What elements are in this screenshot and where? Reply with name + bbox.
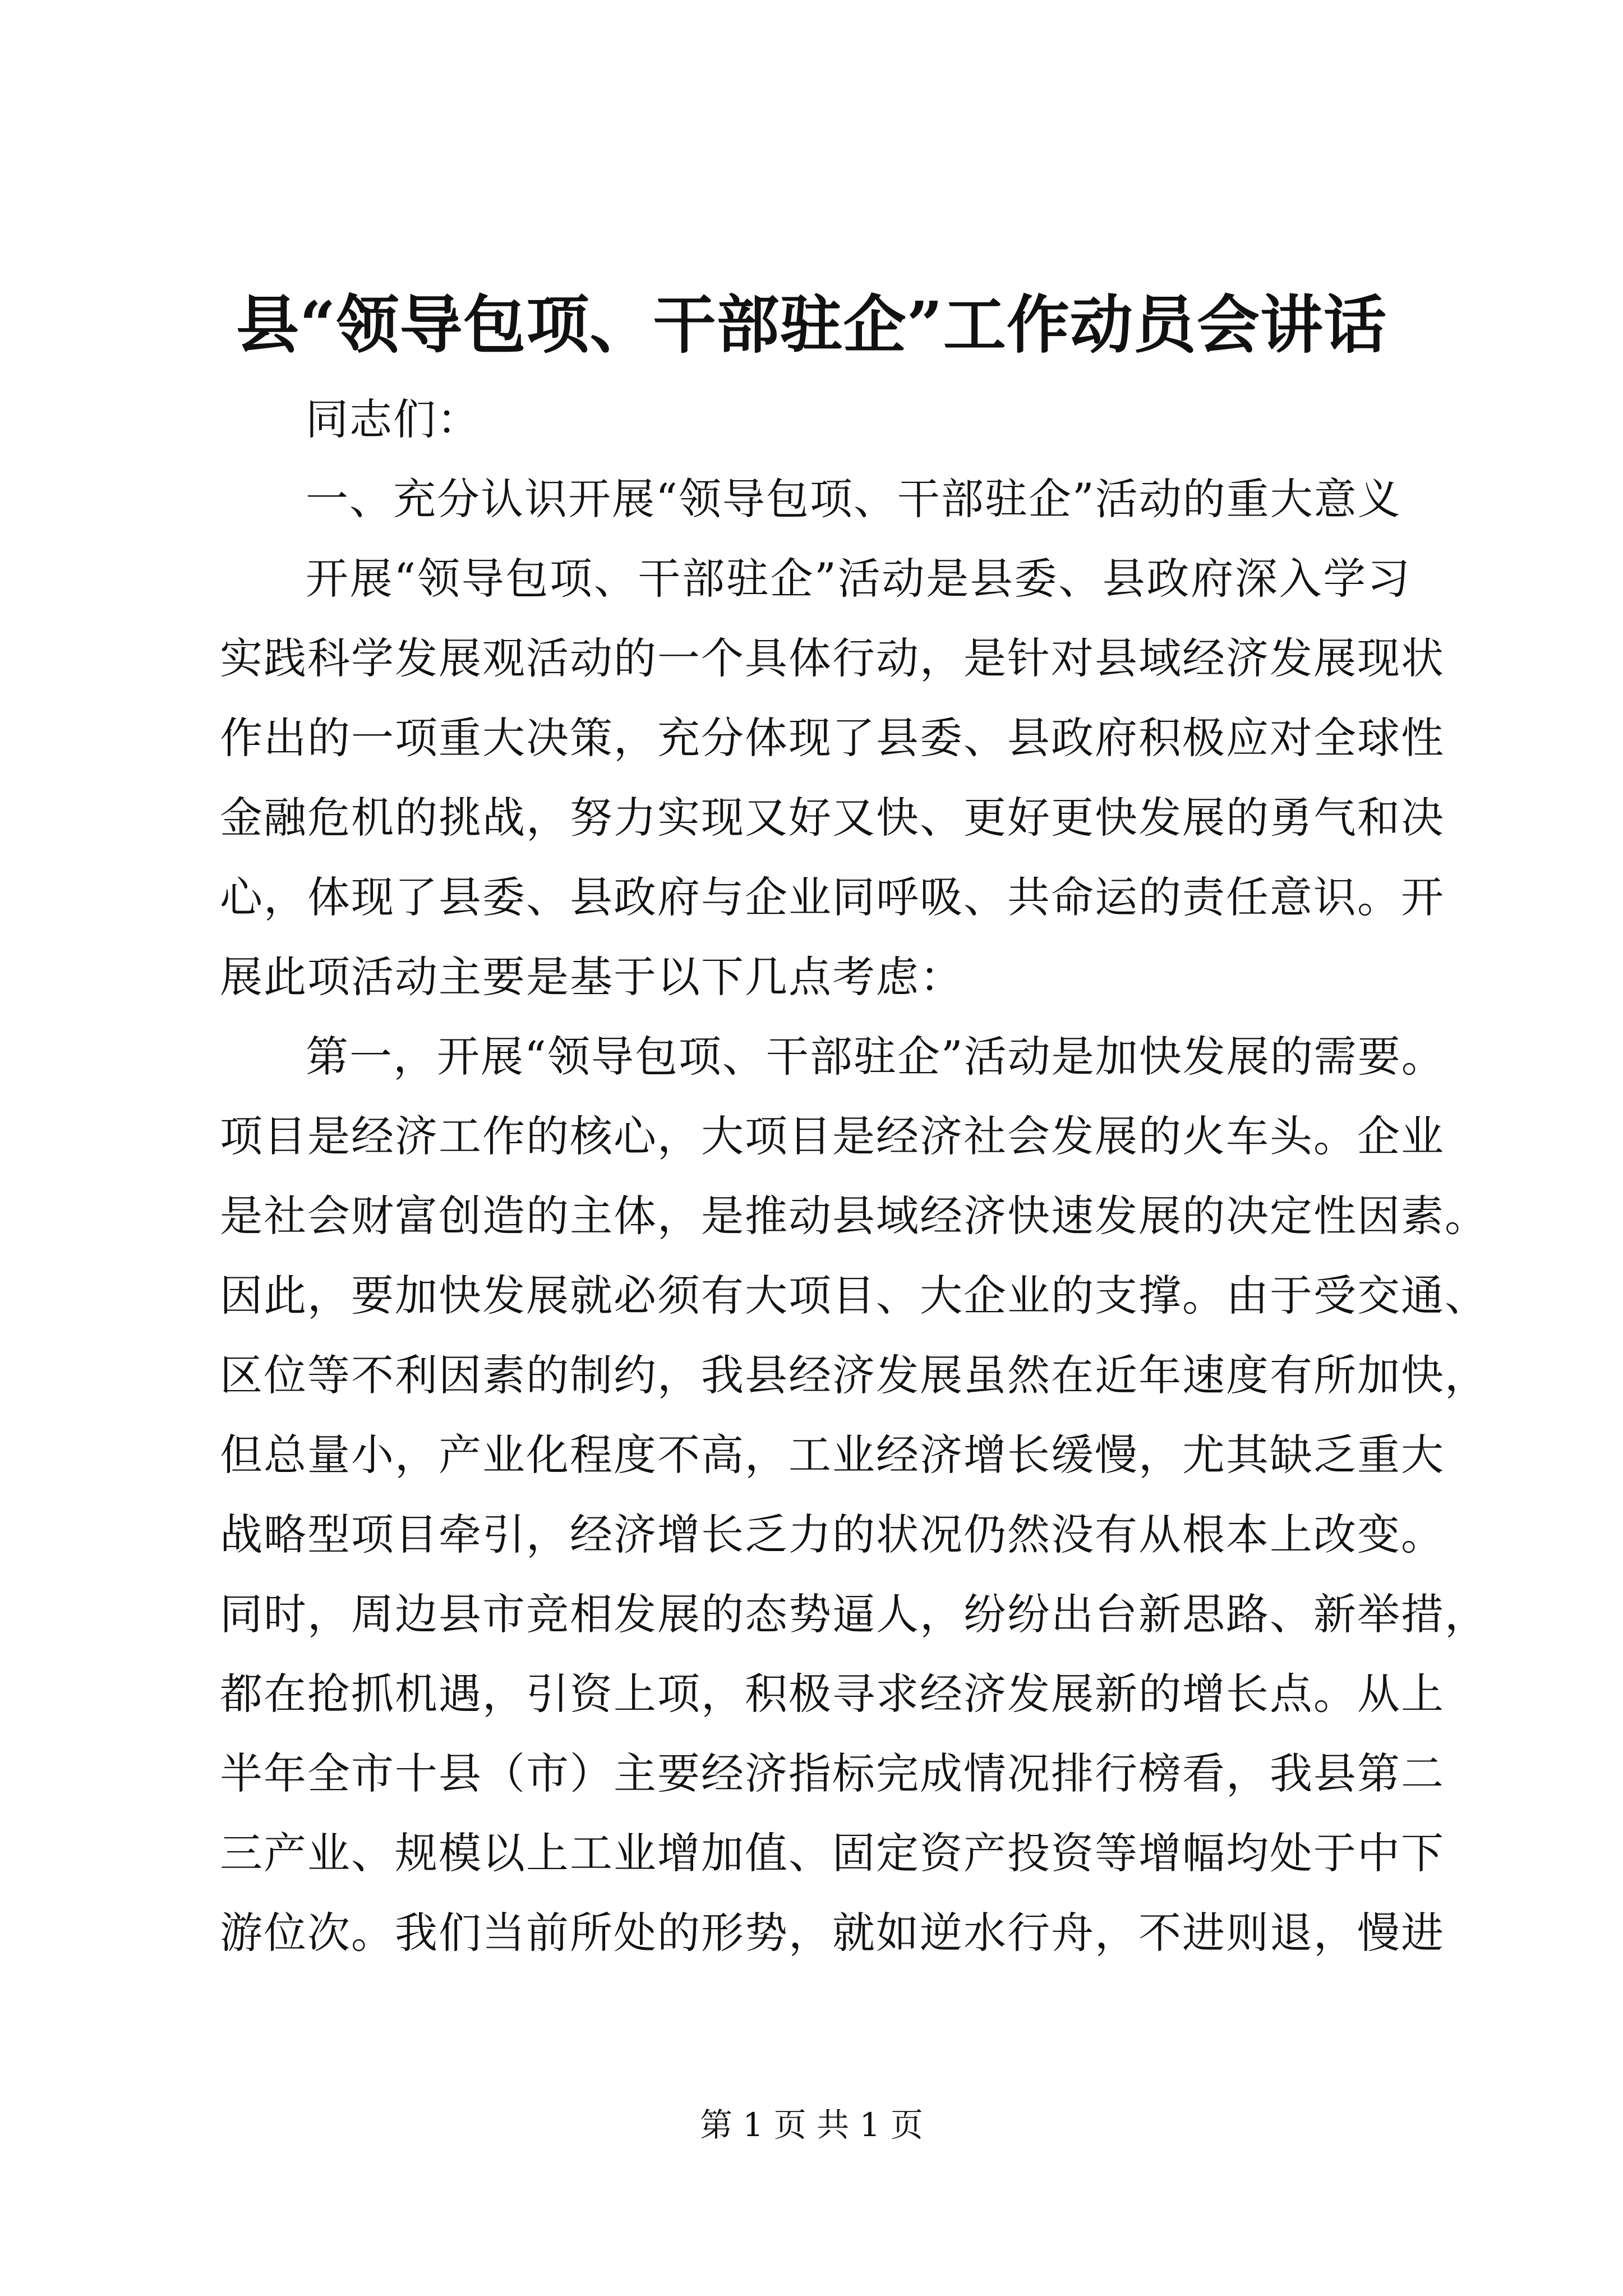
paragraph-line: 战略型项目牵引，经济增长乏力的状况仍然没有从根本上改变。: [220, 1510, 1445, 1559]
paragraph-line: 作出的一项重大决策，充分体现了县委、县政府积极应对全球性: [220, 713, 1445, 763]
paragraph-line: 三产业、规模以上工业增加值、固定资产投资等增幅均处于中下: [220, 1828, 1445, 1878]
paragraph-line: 项目是经济工作的核心，大项目是经济社会发展的火车头。企业: [220, 1111, 1445, 1161]
section-heading: 一、充分认识开展“领导包项、干部驻企”活动的重大意义: [306, 474, 1401, 524]
salutation: 同志们：: [306, 394, 481, 444]
paragraph-line: 展此项活动主要是基于以下几点考虑：: [220, 952, 963, 1002]
paragraph-line: 实践科学发展观活动的一个具体行动，是针对县域经济发展现状: [220, 633, 1445, 683]
paragraph-line: 是社会财富创造的主体，是推动县域经济快速发展的决定性因素。: [220, 1191, 1488, 1241]
paragraph-line: 半年全市十县（市）主要经济指标完成情况排行榜看，我县第二: [220, 1749, 1445, 1798]
document-title: 县“领导包项、干部驻企”工作动员会讲话: [236, 288, 1387, 362]
page-number-footer: 第 1 页 共 1 页: [700, 2106, 923, 2144]
paragraph-line: 都在抢抓机遇，引资上项，积极寻求经济发展新的增长点。从上: [220, 1669, 1445, 1719]
paragraph-line: 开展“领导包项、干部驻企”活动是县委、县政府深入学习: [306, 554, 1411, 604]
paragraph-line: 同时，周边县市竞相发展的态势逼人，纷纷出台新思路、新举措，: [220, 1589, 1488, 1639]
paragraph-line: 但总量小，产业化程度不高，工业经济增长缓慢，尤其缺乏重大: [220, 1430, 1445, 1480]
paragraph-line: 游位次。我们当前所处的形势，就如逆水行舟，不进则退，慢进: [220, 1908, 1445, 1958]
paragraph-line: 心，体现了县委、县政府与企业同呼吸、共命运的责任意识。开: [220, 872, 1445, 922]
paragraph-line: 因此，要加快发展就必须有大项目、大企业的支撑。由于受交通、: [220, 1271, 1488, 1320]
paragraph-line: 金融危机的挑战，努力实现又好又快、更好更快发展的勇气和决: [220, 793, 1445, 843]
paragraph-line: 第一，开展“领导包项、干部驻企”活动是加快发展的需要。: [306, 1032, 1445, 1082]
paragraph-line: 区位等不利因素的制约，我县经济发展虽然在近年速度有所加快，: [220, 1350, 1488, 1400]
